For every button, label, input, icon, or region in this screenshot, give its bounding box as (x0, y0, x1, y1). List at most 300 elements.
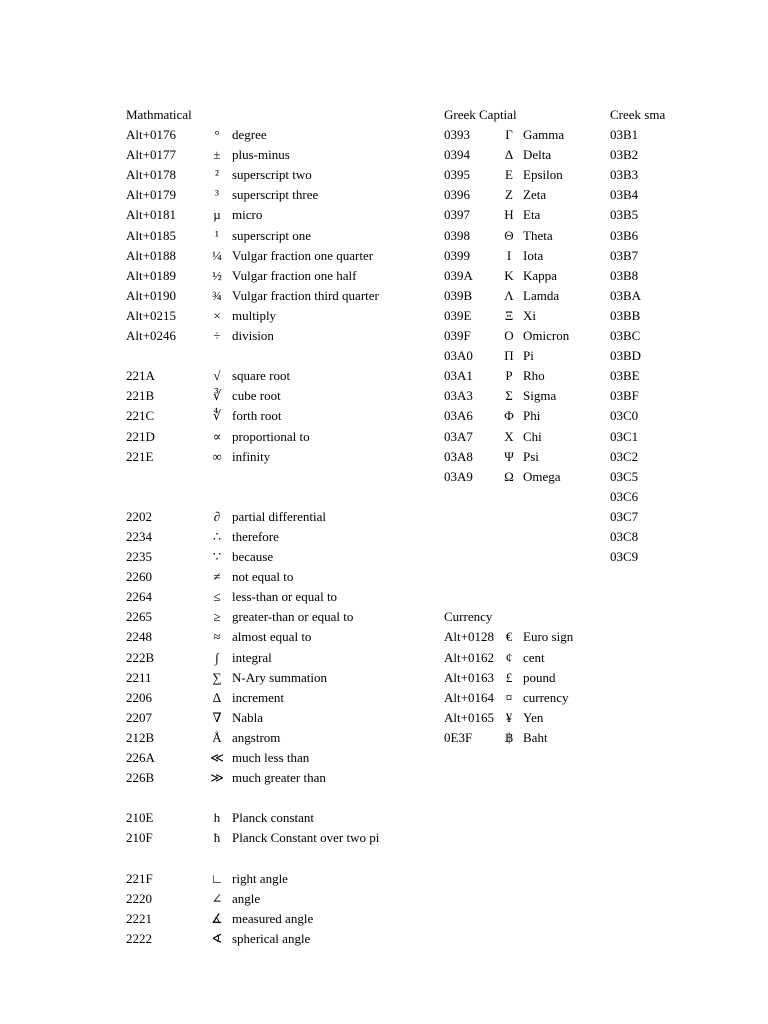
symbol-name: because (232, 549, 274, 565)
symbol-glyph: ¼ (212, 247, 222, 263)
blank-row (444, 507, 604, 527)
symbol-name: infinity (232, 448, 271, 464)
symbol-glyph: Κ (504, 267, 514, 283)
greek-capital-row (444, 447, 604, 467)
symbol-code: 226A (126, 750, 155, 765)
symbol-name: Epsilon (523, 167, 563, 183)
symbol-code: 03BA (610, 287, 642, 303)
greek-capital-row (444, 467, 604, 487)
symbol-name: Gamma (523, 127, 565, 143)
symbol-code: 03C1 (610, 428, 639, 444)
greek-small-row (610, 447, 768, 467)
symbol-glyph: ∠ (211, 890, 223, 906)
symbol-name: cent (523, 649, 545, 665)
symbol-code: 2222 (126, 930, 152, 946)
symbol-name: greater-than or equal to (232, 609, 354, 625)
symbol-code: 2207 (126, 709, 152, 725)
symbol-name: Omicron (523, 328, 570, 344)
greek-small-row (610, 165, 768, 185)
symbol-code: Alt+0189 (126, 267, 176, 283)
symbol-code: 0E3F (444, 729, 473, 745)
symbol-glyph: Ξ (504, 307, 514, 323)
symbol-code: Alt+0179 (126, 187, 176, 203)
symbol-code: 2220 (126, 890, 152, 906)
math-symbol-row (126, 185, 426, 205)
greek-small-row (610, 467, 768, 487)
symbol-code: 210F (126, 830, 153, 846)
greek-capital-row (444, 205, 604, 225)
math-heading-row (126, 105, 426, 125)
math-symbol-row (126, 246, 426, 266)
symbol-name: pound (523, 669, 556, 685)
symbol-code: 03C0 (610, 408, 639, 424)
symbol-name: Baht (523, 729, 548, 745)
symbol-code: 03B7 (610, 247, 639, 263)
symbol-name: division (232, 328, 274, 344)
symbol-name: integral (232, 649, 272, 665)
symbol-glyph: Λ (504, 287, 514, 303)
symbol-glyph: Ω (504, 468, 514, 484)
greek-capital-row (444, 366, 604, 386)
symbol-name: less-than or equal to (232, 589, 338, 605)
symbol-glyph: Ρ (505, 368, 513, 384)
symbol-code: 0397 (444, 207, 470, 223)
symbol-name: much greater than (232, 770, 326, 786)
greek-small-row (610, 386, 768, 406)
symbol-code: 03A1 (444, 368, 473, 384)
math-symbol-row (126, 889, 426, 909)
symbol-code: 0399 (444, 247, 470, 263)
symbol-code: 039E (444, 307, 472, 323)
symbol-code: 03C5 (610, 468, 639, 484)
symbol-name: Theta (523, 227, 553, 243)
math-symbol-row (126, 125, 426, 145)
symbol-code: 0398 (444, 227, 470, 243)
symbol-code: 03B2 (610, 147, 639, 163)
math-symbol-row (126, 306, 426, 326)
symbol-code: Alt+0165 (444, 709, 494, 725)
greek-capital-column (444, 105, 604, 748)
symbol-glyph: ± (213, 147, 221, 163)
symbol-code: 03B8 (610, 267, 639, 283)
symbol-name: N-Ary summation (232, 669, 327, 685)
greek-capital-row (444, 226, 604, 246)
symbol-code: 221B (126, 388, 155, 404)
symbol-glyph: Χ (504, 428, 514, 444)
math-symbol-row (126, 165, 426, 185)
symbol-code: 2260 (126, 569, 152, 585)
symbol-glyph: ² (215, 167, 219, 183)
math-symbol-row (126, 286, 426, 306)
symbol-name: Euro sign (523, 629, 574, 645)
symbol-code: Alt+0190 (126, 287, 176, 303)
symbol-code: 039A (444, 267, 473, 283)
symbol-code: Alt+0163 (444, 669, 494, 685)
symbol-code: 039B (444, 287, 473, 303)
symbol-code: Alt+0246 (126, 328, 176, 344)
symbol-name: Rho (523, 368, 545, 384)
symbol-glyph: ∝ (212, 428, 222, 444)
greek-small-row (610, 246, 768, 266)
symbol-code: 212B (126, 729, 155, 745)
symbol-code: 039F (444, 328, 471, 344)
symbol-code: 03C7 (610, 508, 639, 524)
symbol-name: Delta (523, 147, 552, 163)
symbol-name: multiply (232, 307, 277, 323)
greek-small-row (610, 547, 768, 567)
greek-capital-row (444, 185, 604, 205)
blank-row (126, 487, 426, 507)
currency-row (444, 627, 604, 647)
symbol-name: forth root (232, 408, 282, 424)
symbol-name: Lamda (523, 287, 560, 303)
math-symbol-row (126, 386, 426, 406)
greek-small-row (610, 185, 768, 205)
symbol-name: right angle (232, 870, 288, 886)
math-symbol-row (126, 627, 426, 647)
symbol-name: almost equal to (232, 629, 312, 645)
symbol-name: Xi (523, 307, 536, 323)
math-symbol-row (126, 909, 426, 929)
greek-capital-row (444, 406, 604, 426)
symbol-name: cube root (232, 388, 281, 404)
symbol-code: Alt+0185 (126, 227, 176, 243)
currency-heading: Currency (444, 609, 493, 625)
symbol-glyph: ∑ (212, 669, 222, 685)
symbol-glyph: ∂ (213, 508, 221, 524)
symbol-code: Alt+0181 (126, 207, 176, 223)
symbol-glyph: Δ (504, 147, 514, 163)
symbol-code: 2206 (126, 689, 152, 705)
currency-heading-row (444, 607, 604, 627)
greek-small-column (610, 105, 768, 567)
symbol-code: 0395 (444, 167, 470, 183)
math-symbol-row (126, 768, 426, 788)
greek-small-row (610, 527, 768, 547)
math-symbol-row (126, 145, 426, 165)
math-symbol-row (126, 929, 426, 949)
symbol-name: micro (232, 207, 263, 223)
symbol-glyph: ∴ (212, 528, 222, 544)
currency-row (444, 668, 604, 688)
math-symbol-row (126, 507, 426, 527)
symbol-glyph: Ο (504, 328, 514, 344)
blank-row (126, 788, 426, 808)
math-symbol-row (126, 527, 426, 547)
math-symbol-row (126, 266, 426, 286)
greek-capital-row (444, 165, 604, 185)
symbol-glyph: Ζ (505, 187, 513, 203)
symbol-code: 0394 (444, 147, 470, 163)
math-symbol-row (126, 427, 426, 447)
blank-row (444, 527, 604, 547)
greek-capital-heading-row (444, 105, 604, 125)
math-symbol-row (126, 828, 426, 848)
symbol-name: Planck constant (232, 810, 314, 826)
symbol-glyph: Γ (505, 127, 513, 143)
symbol-name: Omega (523, 468, 561, 484)
symbol-glyph: h (213, 810, 221, 826)
symbol-glyph: Å (212, 729, 222, 745)
symbol-glyph: ∛ (212, 388, 222, 404)
symbol-name: proportional to (232, 428, 310, 444)
symbol-code: 03C9 (610, 549, 639, 565)
symbol-glyph: ∡ (211, 910, 223, 926)
currency-row (444, 728, 604, 748)
symbol-code: 221C (126, 408, 155, 424)
math-symbol-row (126, 607, 426, 627)
symbol-name: Chi (523, 428, 542, 444)
symbol-code: 03B4 (610, 187, 639, 203)
math-symbol-row (126, 869, 426, 889)
symbol-code: 2211 (126, 669, 152, 685)
symbol-name: increment (232, 689, 284, 705)
greek-capital-row (444, 246, 604, 266)
symbol-glyph: µ (213, 207, 221, 223)
symbol-code: 03B1 (610, 127, 639, 143)
greek-small-row (610, 266, 768, 286)
symbol-code: 03A9 (444, 468, 473, 484)
symbol-code: Alt+0188 (126, 247, 176, 263)
symbol-code: 03A7 (444, 428, 473, 444)
math-symbol-row (126, 648, 426, 668)
symbol-code: 03BE (610, 368, 640, 384)
greek-small-row (610, 427, 768, 447)
greek-capital-row (444, 286, 604, 306)
symbol-glyph: ∢ (211, 930, 223, 946)
currency-row (444, 708, 604, 728)
symbol-code: Alt+0176 (126, 127, 176, 143)
blank-row (444, 567, 604, 587)
symbol-glyph: ≈ (213, 629, 221, 645)
symbol-code: 221F (126, 870, 153, 886)
greek-capital-row (444, 386, 604, 406)
symbol-name: Vulgar fraction one quarter (232, 247, 374, 263)
symbol-code: Alt+0177 (126, 147, 176, 163)
symbol-code: 2221 (126, 910, 152, 926)
symbol-name: Sigma (523, 388, 557, 404)
symbol-code: Alt+0178 (126, 167, 176, 183)
symbol-code: Alt+0215 (126, 307, 176, 323)
symbol-glyph: £ (505, 669, 513, 685)
symbol-name: partial differential (232, 508, 326, 524)
symbol-glyph: Σ (505, 388, 513, 404)
symbol-code: 03C8 (610, 528, 639, 544)
greek-capital-row (444, 326, 604, 346)
symbol-code: 2248 (126, 629, 152, 645)
math-symbol-row (126, 668, 426, 688)
symbol-name: square root (232, 368, 291, 384)
math-symbol-row (126, 688, 426, 708)
symbol-name: currency (523, 689, 569, 705)
symbol-glyph: ∇ (212, 709, 222, 725)
symbol-name: Vulgar fraction one half (232, 267, 357, 283)
symbol-glyph: ¢ (505, 649, 513, 665)
greek-capital-row (444, 427, 604, 447)
symbol-glyph: Φ (504, 408, 514, 424)
greek-small-heading: Creek sma (610, 107, 666, 122)
symbol-code: 226B (126, 770, 155, 786)
symbol-code: 03A3 (444, 388, 473, 404)
symbol-glyph: ≤ (213, 589, 221, 605)
symbol-name: Nabla (232, 709, 264, 725)
symbol-name: Planck Constant over two pi (232, 830, 380, 846)
symbol-code: 221D (126, 428, 155, 444)
symbol-code: 03B3 (610, 167, 639, 183)
math-symbol-row (126, 728, 426, 748)
greek-small-row (610, 366, 768, 386)
greek-capital-row (444, 346, 604, 366)
symbol-glyph: ¤ (505, 689, 513, 705)
math-symbol-row (126, 748, 426, 768)
symbol-glyph: Ι (506, 247, 512, 263)
greek-capital-row (444, 145, 604, 165)
symbol-name: Zeta (523, 187, 547, 203)
math-symbol-row (126, 406, 426, 426)
symbol-code: 03BF (610, 388, 639, 404)
greek-small-row (610, 125, 768, 145)
symbol-glyph: € (505, 629, 513, 645)
greek-small-row (610, 346, 768, 366)
symbol-code: 03BB (610, 307, 641, 323)
symbol-code: 03BD (610, 348, 642, 364)
greek-small-row (610, 326, 768, 346)
symbol-code: 03A6 (444, 408, 473, 424)
symbol-code: 03C6 (610, 488, 639, 504)
symbol-name: angle (232, 890, 261, 906)
symbol-code: 0393 (444, 127, 470, 143)
math-symbol-row (126, 808, 426, 828)
symbol-code: 2234 (126, 528, 152, 544)
blank-row (126, 848, 426, 868)
blank-row (444, 547, 604, 567)
symbol-code: 0396 (444, 187, 470, 203)
symbol-glyph: ¥ (505, 709, 513, 725)
symbol-glyph: ∫ (215, 649, 219, 665)
symbol-name: Vulgar fraction third quarter (232, 287, 379, 303)
symbol-name: Pi (523, 348, 534, 364)
math-symbol-row (126, 567, 426, 587)
symbol-glyph: ∆ (213, 689, 221, 705)
math-symbol-row (126, 226, 426, 246)
math-symbols-column (126, 105, 426, 949)
greek-small-heading-row (610, 105, 768, 125)
greek-capital-row (444, 306, 604, 326)
symbol-name: therefore (232, 528, 279, 544)
symbol-glyph: ¹ (215, 227, 219, 243)
symbol-code: 03BC (610, 328, 641, 344)
greek-capital-heading: Greek Captial (444, 107, 517, 122)
symbol-glyph: ≪ (210, 750, 224, 765)
blank-row (444, 487, 604, 507)
symbol-glyph: Η (504, 207, 514, 223)
math-symbol-row (126, 708, 426, 728)
math-symbol-row (126, 587, 426, 607)
symbol-name: superscript one (232, 227, 312, 243)
symbol-glyph: ≫ (210, 770, 224, 786)
symbol-glyph: ฿ (504, 729, 514, 745)
symbol-code: 222B (126, 649, 155, 665)
symbol-glyph: ∟ (210, 870, 224, 886)
blank-row (444, 587, 604, 607)
math-symbol-row (126, 205, 426, 225)
symbol-code: 221A (126, 368, 155, 384)
symbol-name: angstrom (232, 729, 281, 745)
greek-capital-row (444, 266, 604, 286)
symbol-code: 03A8 (444, 448, 473, 464)
symbol-code: 03B6 (610, 227, 639, 243)
math-symbol-row (126, 547, 426, 567)
greek-small-row (610, 507, 768, 527)
symbol-glyph: ∞ (212, 448, 222, 464)
symbol-code: 210E (126, 810, 154, 826)
symbol-glyph: Π (504, 348, 514, 364)
math-symbol-row (126, 366, 426, 386)
symbol-name: Yen (523, 709, 544, 725)
symbol-code: 03C2 (610, 448, 639, 464)
symbol-glyph: ÷ (213, 328, 221, 344)
symbol-code: Alt+0128 (444, 629, 494, 645)
symbol-glyph: ≠ (213, 569, 221, 585)
math-symbol-row (126, 326, 426, 346)
symbol-glyph: Ε (505, 167, 513, 183)
symbol-code: 2265 (126, 609, 152, 625)
symbol-code: 221E (126, 448, 154, 464)
greek-small-row (610, 487, 768, 507)
blank-row (126, 346, 426, 366)
symbol-glyph: ∵ (212, 549, 222, 565)
symbol-name: plus-minus (232, 147, 290, 163)
symbol-code: 03B5 (610, 207, 639, 223)
symbol-name: Eta (523, 207, 541, 223)
symbol-name: degree (232, 127, 267, 143)
symbol-code: 2202 (126, 508, 152, 524)
symbol-code: 03A0 (444, 348, 473, 364)
greek-small-row (610, 145, 768, 165)
symbol-glyph: √ (213, 368, 221, 384)
symbol-name: spherical angle (232, 930, 311, 946)
symbol-code: 2235 (126, 549, 152, 565)
symbol-glyph: ° (214, 127, 220, 143)
greek-small-row (610, 286, 768, 306)
symbol-code: Alt+0164 (444, 689, 494, 705)
greek-small-row (610, 226, 768, 246)
symbol-glyph: ∜ (212, 408, 222, 424)
math-heading: Mathmatical (126, 107, 192, 122)
greek-small-row (610, 205, 768, 225)
currency-row (444, 688, 604, 708)
symbol-name: Iota (523, 247, 544, 263)
currency-row (444, 648, 604, 668)
greek-small-row (610, 306, 768, 326)
symbol-glyph: ≥ (213, 609, 221, 625)
symbol-code: Alt+0162 (444, 649, 494, 665)
symbol-name: much less than (232, 750, 310, 765)
symbol-glyph: ħ (213, 830, 221, 846)
symbol-name: superscript two (232, 167, 312, 183)
blank-row (126, 467, 426, 487)
symbol-glyph: ¾ (212, 287, 222, 303)
greek-capital-row (444, 125, 604, 145)
symbol-name: superscript three (232, 187, 319, 203)
symbol-glyph: Ψ (504, 448, 514, 464)
symbol-name: Kappa (523, 267, 557, 283)
symbol-name: Psi (523, 448, 539, 464)
greek-small-row (610, 406, 768, 426)
symbol-glyph: Θ (504, 227, 514, 243)
symbol-name: not equal to (232, 569, 294, 585)
symbol-code: 2264 (126, 589, 152, 605)
